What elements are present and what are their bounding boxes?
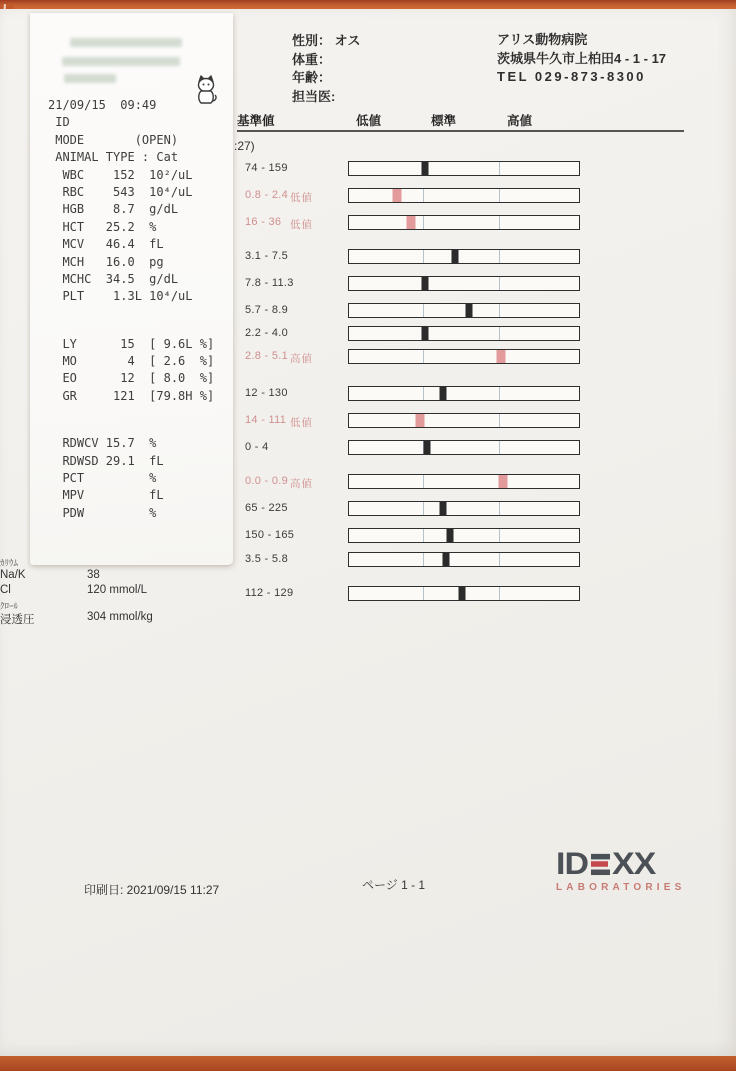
- partially-hidden-timestamp: :27): [234, 139, 255, 153]
- result-marker: [451, 250, 458, 263]
- show-through-mark: [62, 57, 180, 66]
- receipt-line: EO 12 [ 8.0 %]: [48, 371, 215, 386]
- result-bar: [348, 303, 580, 318]
- receipt-line: RBC 543 10⁴/uL: [48, 184, 193, 199]
- bar-section-divider: [423, 387, 424, 400]
- result-marker: [447, 529, 454, 542]
- bar-section-divider: [423, 250, 424, 263]
- osmolality-row: [0, 611, 153, 627]
- bar-section-divider: [499, 277, 500, 290]
- patient-weight: 体重：: [292, 51, 332, 67]
- bar-section-divider: [499, 441, 500, 454]
- result-bar: [348, 188, 580, 203]
- logo-e-top-bar: [591, 853, 610, 859]
- potassium-kana-label: ｶﾘｳﾑ: [0, 558, 19, 568]
- bar-section-divider: [423, 502, 424, 515]
- receipt-line: [48, 405, 214, 435]
- idexx-wordmark: [556, 846, 714, 882]
- logo-letters-id: ID: [556, 846, 588, 882]
- header-divider-line: [237, 130, 684, 132]
- bar-section-divider: [499, 304, 500, 317]
- chloride-row: [0, 584, 148, 596]
- abnormal-flag: 高値: [290, 353, 313, 365]
- result-marker: [421, 162, 428, 175]
- receipt-line: ANIMAL TYPE : Cat: [48, 150, 179, 165]
- bar-section-divider: [423, 529, 424, 542]
- reference-range: 3.1 - 7.5: [245, 250, 289, 262]
- bar-section-divider: [499, 162, 500, 175]
- reference-range: 2.2 - 4.0: [245, 327, 289, 339]
- receipt-line: 21/09/15 09:49: [48, 98, 157, 112]
- table-surface-top: [0, 0, 736, 9]
- result-marker: [440, 502, 447, 515]
- receipt-line: HGB 8.7 g/dL: [48, 202, 179, 217]
- reference-range: 14 - 111: [245, 414, 287, 426]
- na-k-value: 38: [87, 569, 100, 581]
- na-k-label: Na/K: [0, 569, 26, 581]
- patient-info-block: [292, 32, 360, 106]
- result-bar: [348, 349, 580, 364]
- receipt-line: MCV 46.4 fL: [48, 237, 164, 252]
- receipt-line: RDWCV 15.7 %: [48, 436, 157, 451]
- result-marker: [465, 304, 472, 317]
- logo-e-middle-bar: [591, 861, 608, 867]
- patient-age: 年齢：: [292, 70, 332, 85]
- abnormal-flag: 高値: [290, 478, 313, 490]
- bar-section-divider: [499, 189, 500, 202]
- bar-section-divider: [499, 216, 500, 229]
- reference-range: 16 - 36: [245, 216, 282, 228]
- clinic-address: 茨城県牛久市上柏田4 - 1 - 17: [497, 50, 667, 66]
- reference-range: 5.7 - 8.9: [245, 304, 289, 316]
- result-bar: [348, 501, 580, 516]
- result-marker: [496, 350, 505, 363]
- receipt-line: [48, 306, 214, 336]
- logo-e-bottom-bar: [591, 869, 610, 875]
- receipt-line: GR 121 [79.8H %]: [48, 388, 215, 403]
- bar-section-divider: [499, 387, 500, 400]
- logo-letter-e-icon: [591, 853, 610, 874]
- reference-range: 12 - 130: [245, 387, 288, 399]
- logo-letters-xx: XX: [612, 846, 656, 882]
- chloride-label: Cl: [0, 584, 11, 596]
- patient-doctor: 担当医:: [292, 88, 336, 104]
- reference-range: 3.5 - 5.8: [245, 553, 289, 565]
- reference-range: 7.8 - 11.3: [245, 277, 294, 289]
- receipt-line: RDWSD 29.1 fL: [48, 453, 164, 468]
- idexx-laboratories-logo: [556, 846, 714, 893]
- result-marker: [416, 414, 425, 427]
- show-through-mark: [64, 74, 116, 83]
- table-surface-bottom: [0, 1056, 736, 1071]
- abnormal-flag: 低値: [290, 219, 313, 231]
- bar-section-divider: [423, 216, 424, 229]
- bar-section-divider: [499, 414, 500, 427]
- result-marker: [393, 189, 402, 202]
- receipt-line: HCT 25.2 %: [48, 219, 157, 234]
- receipt-line: MCHC 34.5 g/dL: [48, 271, 179, 286]
- result-marker: [407, 216, 416, 229]
- header-reference-range: 基準値: [237, 114, 275, 128]
- header-high: 高値: [507, 114, 533, 128]
- receipt-line: MPV fL: [48, 488, 164, 503]
- page-number: ページ 1 - 1: [362, 878, 426, 892]
- receipt-line: PDW %: [48, 505, 157, 520]
- receipt-line: WBC 152 10²/uL: [48, 167, 193, 182]
- bar-section-divider: [423, 304, 424, 317]
- result-bar: [348, 474, 580, 489]
- print-date: 印刷日: 2021/09/15 11:27: [84, 883, 220, 897]
- result-bar: [348, 440, 580, 455]
- result-bar: [348, 215, 580, 230]
- bar-section-divider: [499, 502, 500, 515]
- receipt-line: LY 15 [ 9.6L %]: [48, 336, 215, 351]
- chloride-value: 120 mmol/L: [87, 584, 148, 596]
- reference-range: 0 - 4: [245, 441, 269, 453]
- result-bar: [348, 413, 580, 428]
- result-marker: [421, 277, 428, 290]
- abnormal-flag: 低値: [290, 192, 313, 204]
- result-bar: [348, 161, 580, 176]
- result-marker: [458, 587, 465, 600]
- logo-subtitle: LABORATORIES: [556, 882, 686, 893]
- bar-section-divider: [499, 553, 500, 566]
- clinic-name: アリス動物病院: [497, 32, 588, 47]
- osmolality-value: 304 mmol/kg: [87, 611, 153, 623]
- header-standard: 標準: [431, 114, 457, 128]
- chloride-kana-label: ｸﾛｰﾙ: [0, 601, 19, 611]
- reference-range: 2.8 - 5.1: [245, 350, 289, 362]
- clinic-phone: TEL 029-873-8300: [497, 69, 646, 84]
- receipt-line: ID: [48, 115, 70, 130]
- bar-section-divider: [499, 529, 500, 542]
- bar-section-divider: [423, 350, 424, 363]
- result-marker: [421, 327, 428, 340]
- bar-section-divider: [499, 327, 500, 340]
- header-low: 低値: [356, 114, 382, 128]
- result-bar: [348, 249, 580, 264]
- result-bar: [348, 326, 580, 341]
- result-bar: [348, 586, 580, 601]
- reference-range: 65 - 225: [245, 502, 288, 514]
- bar-section-divider: [499, 250, 500, 263]
- reference-range: 0.0 - 0.9: [245, 475, 289, 487]
- reference-range: 150 - 165: [245, 529, 295, 541]
- reference-range: 74 - 159: [245, 162, 288, 174]
- result-bar: [348, 386, 580, 401]
- abnormal-flag: 低値: [290, 417, 313, 429]
- show-through-mark: [70, 38, 182, 47]
- receipt-line: MO 4 [ 2.6 %]: [48, 354, 215, 369]
- result-bar: [348, 552, 580, 567]
- bar-section-divider: [499, 587, 500, 600]
- receipt-line: PCT %: [48, 471, 157, 486]
- bar-section-divider: [423, 553, 424, 566]
- receipt-line: MCH 16.0 pg: [48, 254, 164, 269]
- result-bar: [348, 528, 580, 543]
- bar-section-divider: [423, 475, 424, 488]
- receipt-text-block: [48, 97, 214, 522]
- na-k-row: [0, 569, 100, 581]
- reference-range: 112 - 129: [245, 587, 294, 599]
- result-marker: [424, 441, 431, 454]
- receipt-line: PLT 1.3L 10⁴/uL: [48, 289, 193, 304]
- bar-section-divider: [423, 189, 424, 202]
- patient-sex: 性別： オス: [292, 33, 361, 48]
- reference-range: 0.8 - 2.4: [245, 189, 289, 201]
- result-marker: [440, 387, 447, 400]
- receipt-line: MODE (OPEN): [48, 132, 179, 147]
- thermal-receipt: [30, 13, 233, 565]
- clinic-info-block: [497, 31, 666, 87]
- bar-section-divider: [423, 587, 424, 600]
- result-marker: [442, 553, 449, 566]
- result-marker: [499, 475, 508, 488]
- result-bar: [348, 276, 580, 291]
- osmolality-label: 浸透圧: [0, 614, 35, 626]
